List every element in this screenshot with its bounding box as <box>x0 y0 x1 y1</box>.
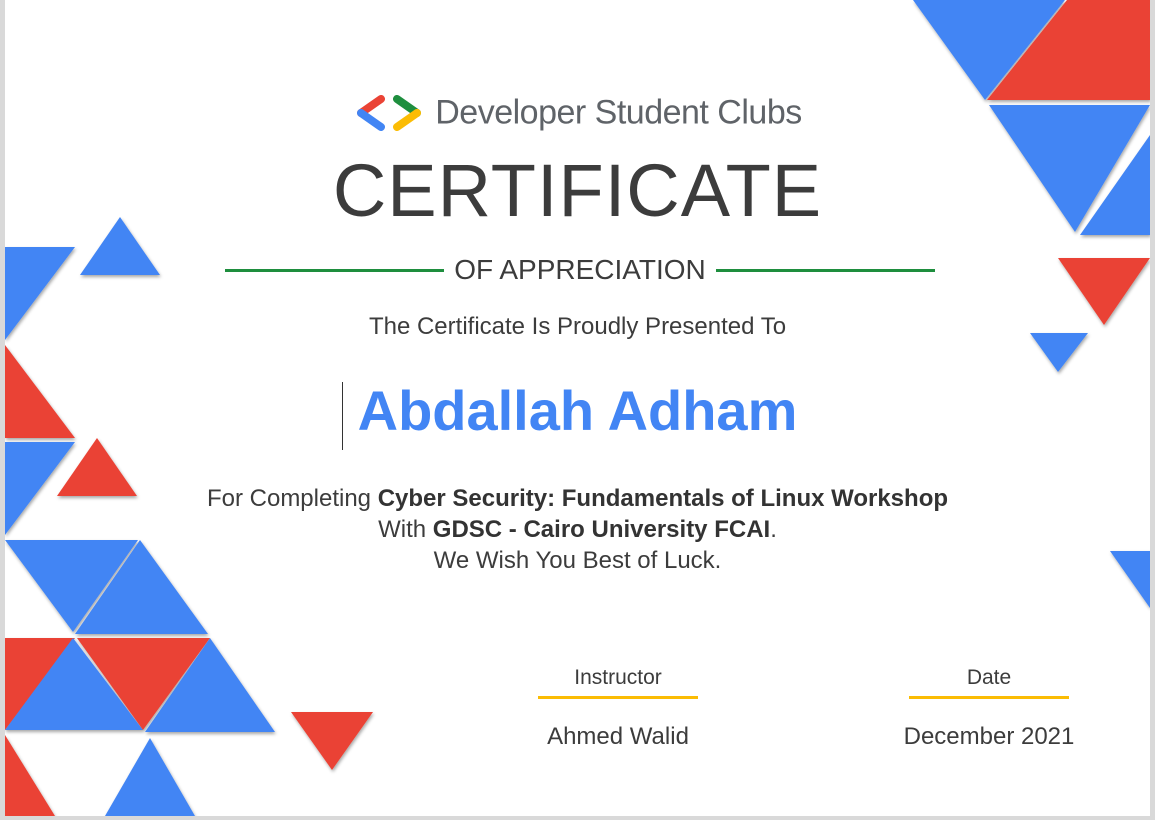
certificate-subtitle: OF APPRECIATION <box>454 254 706 285</box>
recipient-name[interactable]: Abdallah Adham <box>357 379 798 442</box>
developer-logo-icon <box>353 95 425 131</box>
description-line-2 <box>5 514 1150 545</box>
date-underline <box>909 696 1069 699</box>
instructor-label: Instructor <box>574 666 662 689</box>
certificate-page <box>5 0 1150 816</box>
subtitle-divider-left <box>225 269 444 272</box>
subtitle-divider-right <box>716 269 935 272</box>
wish-text: We Wish You Best of Luck. <box>433 547 722 574</box>
organization-prefix: With <box>378 516 433 543</box>
course-name: Cyber Security: Fundamentals of Linux Workshop <box>377 485 949 512</box>
presented-text: The Certificate Is Proudly Presented To <box>368 313 787 340</box>
description-line-1 <box>5 483 1150 514</box>
brand-header <box>5 92 1150 133</box>
certificate-title: CERTIFICATE <box>332 149 823 232</box>
instructor-underline <box>538 696 698 699</box>
date-label: Date <box>966 666 1012 689</box>
date-value: December 2021 <box>903 723 1075 750</box>
instructor-name: Ahmed Walid <box>547 723 689 750</box>
brand-name: Developer Student Clubs <box>435 93 802 132</box>
organization-name: GDSC - Cairo University FCAI <box>432 516 771 543</box>
organization-suffix: . <box>770 516 777 543</box>
certificate-description <box>5 483 1150 576</box>
date-signature <box>889 666 1089 751</box>
completion-prefix: For Completing <box>206 485 378 512</box>
subtitle-row <box>225 250 935 290</box>
instructor-signature <box>518 666 718 751</box>
